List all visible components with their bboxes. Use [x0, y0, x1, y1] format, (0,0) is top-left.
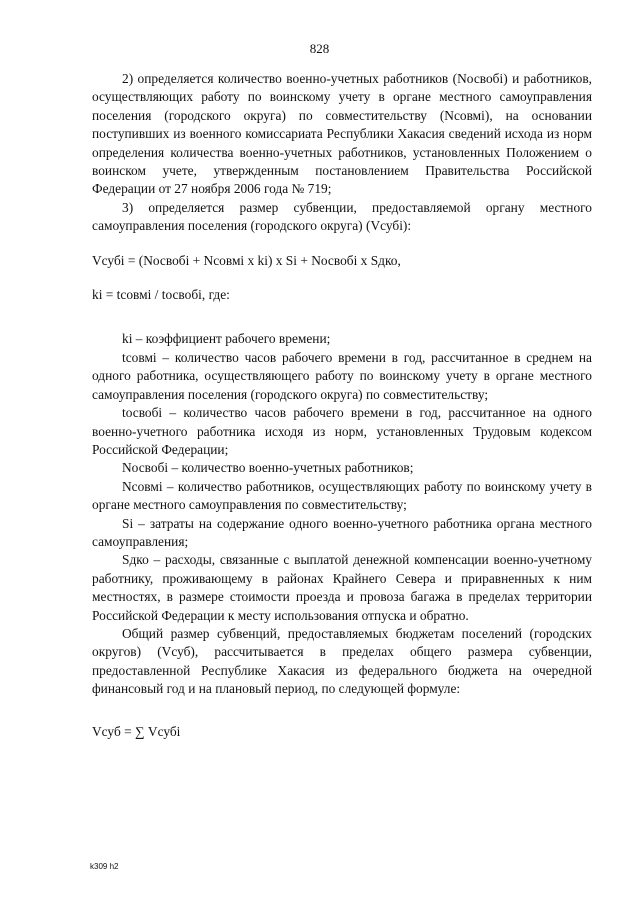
paragraph-item-3: 3) определяется размер субвенции, предоставляемой органу местного самоуправления поселения (городского округа) (Vсубi):	[92, 199, 592, 234]
definition-si: Si – затраты на содержание одного военно-учетного работника органа местного самоуправления;	[92, 515, 592, 549]
definition-nsovm: Nсовмi – количество работников, осуществляющих работу по воинскому учету в органе местного самоуправления по совместительству;	[92, 478, 592, 513]
definition-ki: ki – коэффициент рабочего времени;	[122, 331, 331, 347]
definition-nosvob: Nосвобi – количество военно-учетных работников;	[122, 460, 414, 476]
footer-code: k309 h2	[90, 862, 119, 871]
definition-sdko: Sдко – расходы, связанные с выплатой денежной компенсации военно-учетному работнику, проживающему в районах Крайнего Севера и приравненных к ним местностях, в размере стоимости проезда и провоза багажа в пределах территории Российской Федерации к месту использования отпуска и обратно.	[92, 552, 592, 623]
page-number: 828	[309, 41, 330, 56]
definition-tosvob: tосвобi – количество часов рабочего времени в год, рассчитанное на одного военно-учетного работника исходя из норм, установленных Трудовым кодексом Российской Федерации;	[92, 405, 592, 457]
subvention-formula: Vсубi = (Nосвобi + Nсовмi x ki) x Si + Nосвобi x Sдко,	[92, 252, 401, 268]
document-body	[92, 70, 592, 741]
paragraph-item-2: 2) определяется количество военно-учетных работников (Nосвобi) и работников, осуществляющих работу по воинскому учету в органе местного самоуправления поселения (городского округа) по совместительству (Nсовмi), на основании поступивших из военного комиссариата Республики Хакасия сведений исхода из норм определения количества военно-учетных работников, установленных Положением о воинском учете, утвержденным постановлением Правительства Российской Федерации от 27 ноября 2006 года № 719;	[92, 71, 592, 197]
definition-tsovm: tсовмi – количество часов рабочего времени в год, рассчитанное в среднем на одного работника, осуществляющего работу по воинскому учету в органе местного самоуправления поселения (городского округа) по совместительству;	[92, 349, 592, 402]
closing-paragraph: Общий размер субвенций, предоставляемых бюджетам поселений (городских округов) (Vсуб), рассчитывается в пределах общего размера субвенции, предоставленной Республике Хакасия из федерального бюджета на очередной финансовый год и на плановый период, по следующей формуле:	[92, 625, 592, 697]
ki-formula: ki = tсовмi / tосвобi, где:	[92, 287, 230, 303]
total-formula: Vсуб = ∑ Vсубi	[92, 723, 181, 739]
